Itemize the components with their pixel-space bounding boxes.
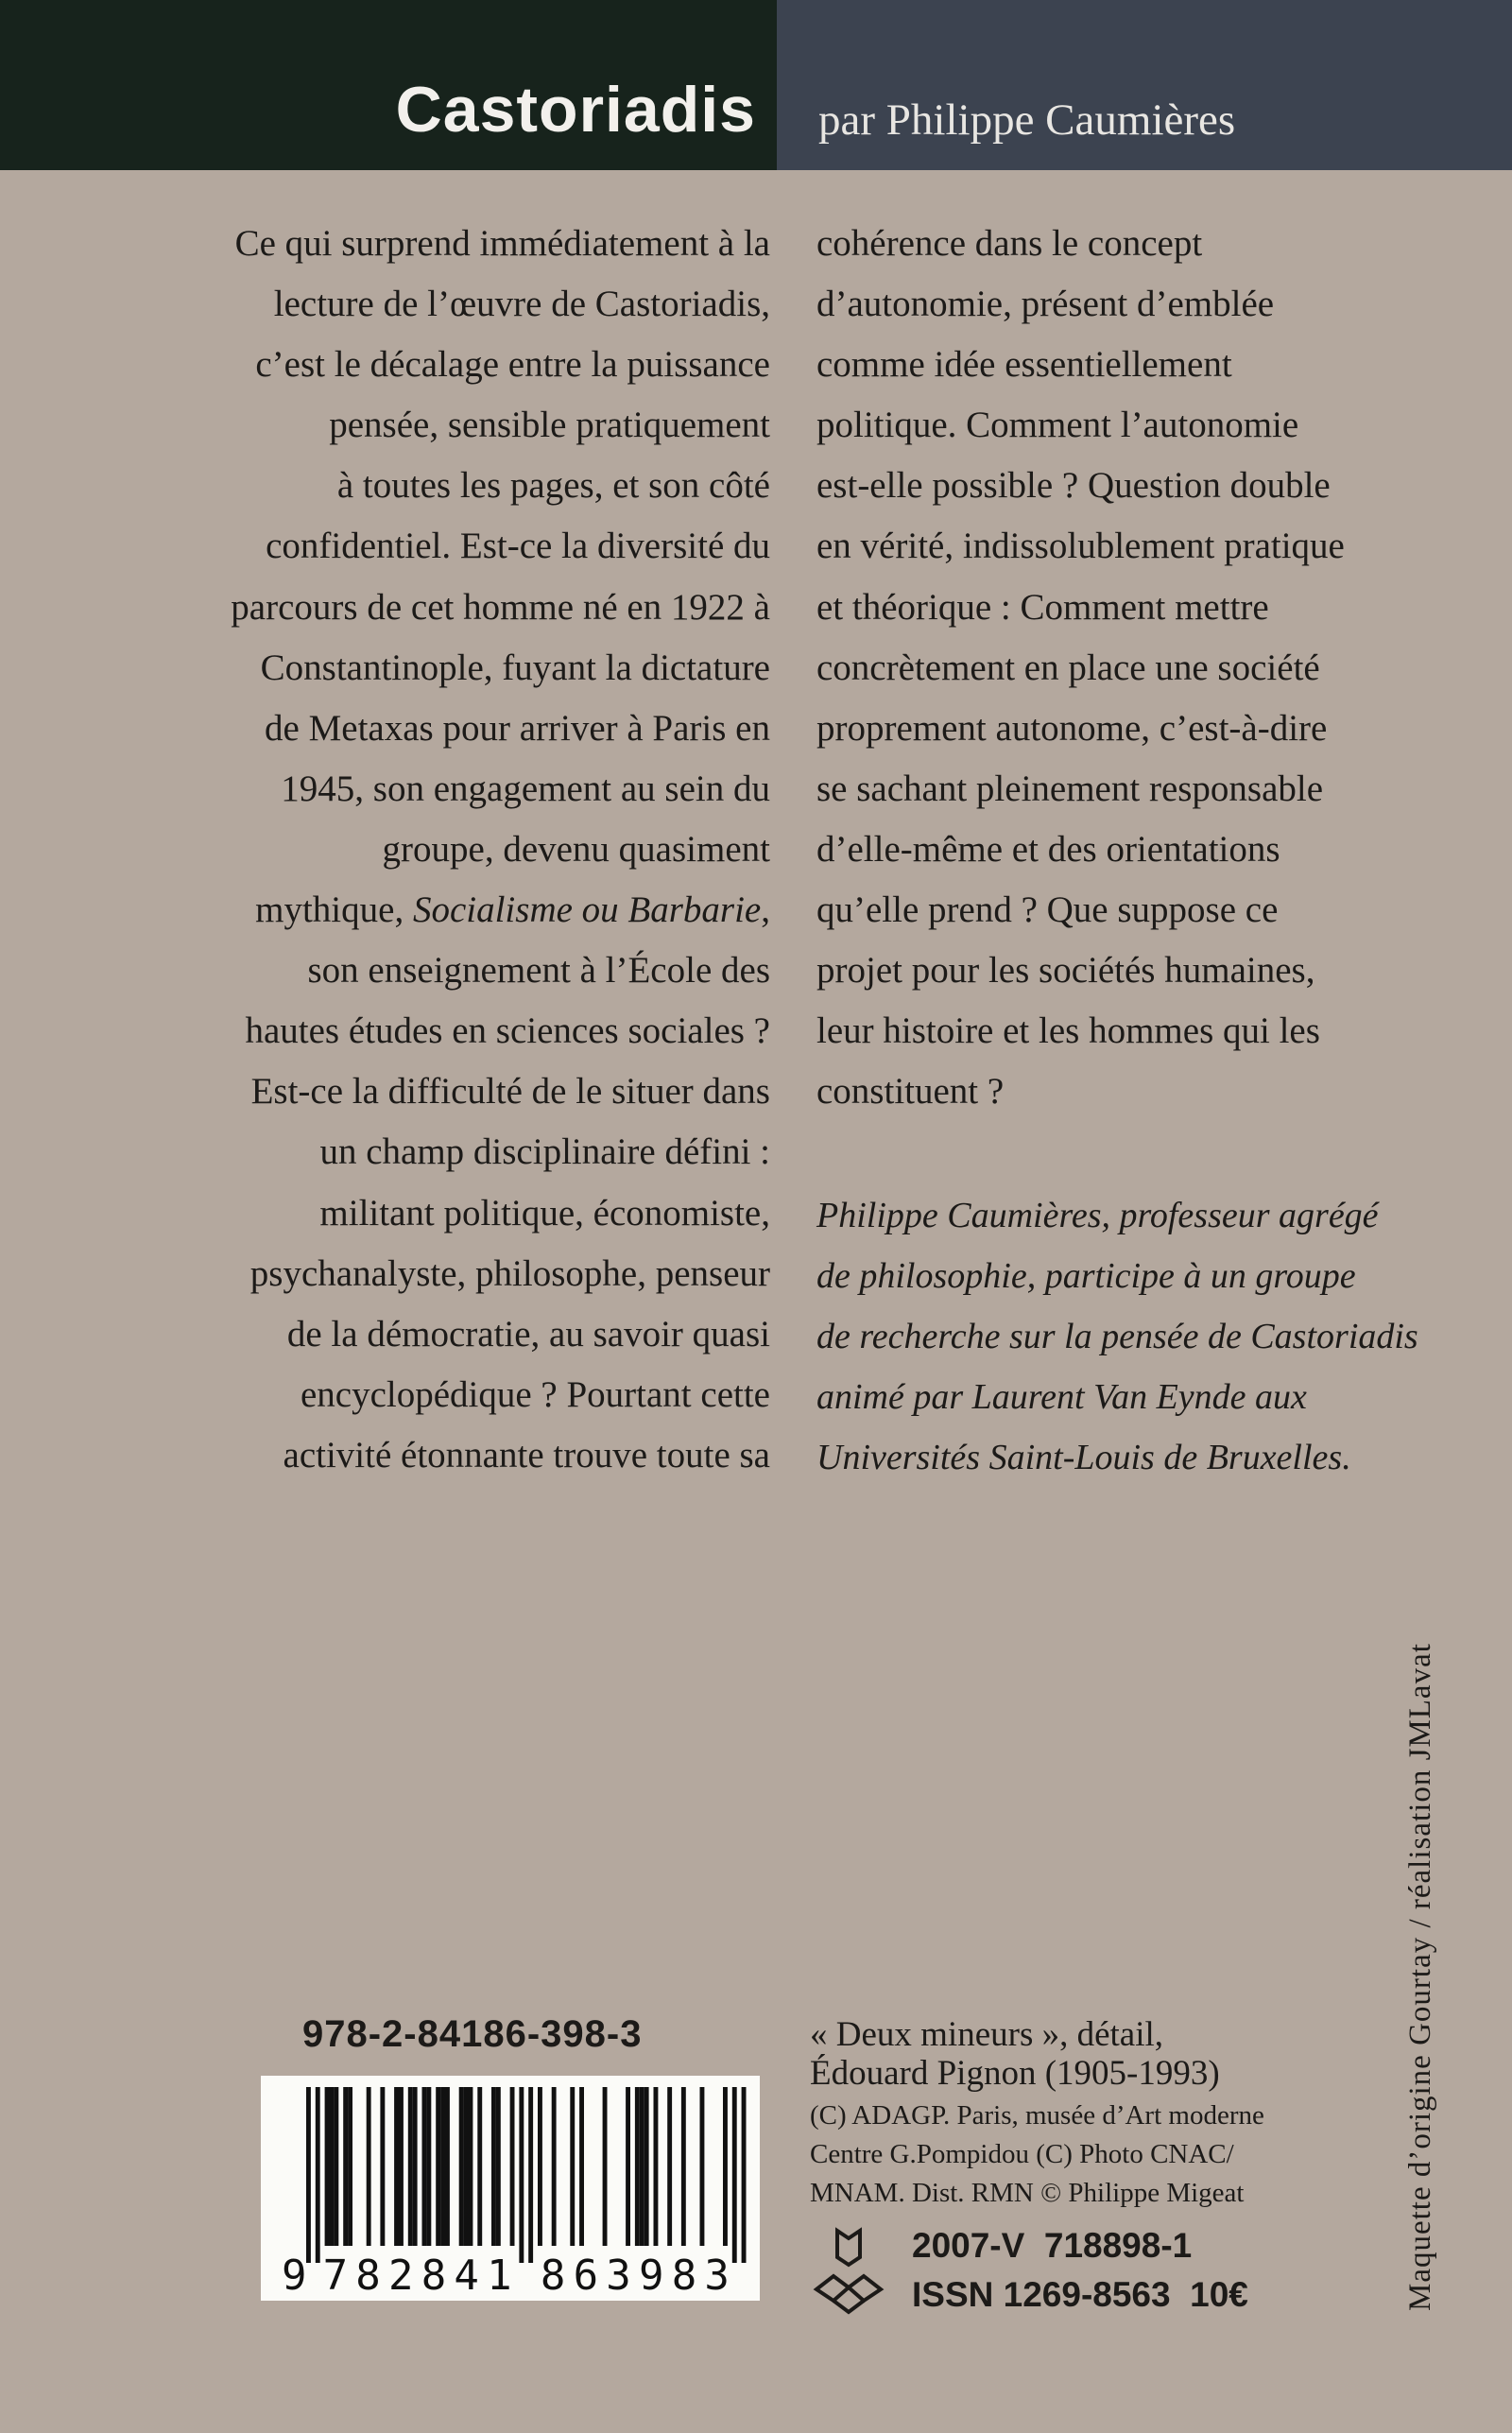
caption-line: « Deux mineurs », détail, xyxy=(810,2015,1164,2054)
barcode-bar xyxy=(469,2087,473,2246)
blurb-right-column xyxy=(816,214,1345,1122)
barcode-bar xyxy=(343,2087,348,2246)
blurb-line: de la démocratie, au savoir quasi xyxy=(286,1313,770,1355)
blurb-line: son enseignement à l’École des xyxy=(307,950,770,992)
barcode-digits: 9 xyxy=(282,2252,307,2300)
blurb-line: encyclopédique ? Pourtant cette xyxy=(300,1373,770,1415)
blurb-line: est-elle possible ? Question double xyxy=(816,465,1331,507)
bio-line: Philippe Caumières, professeur agrégé xyxy=(816,1196,1379,1235)
author-bio xyxy=(816,1185,1418,1488)
blurb-line: Ce qui surprend immédiatement à la xyxy=(234,223,770,264)
barcode-bar xyxy=(491,2087,496,2246)
design-credit-vertical: Maquette d’origine Gourtay / réalisation JMLavat xyxy=(1403,1643,1437,2311)
barcode-bar xyxy=(334,2087,338,2246)
barcode-bar xyxy=(538,2087,542,2246)
barcode-bar xyxy=(306,2087,311,2263)
barcode-bar xyxy=(681,2087,686,2246)
barcode-bar xyxy=(477,2087,482,2246)
blurb-line: militant politique, économiste, xyxy=(319,1192,770,1234)
blurb-line: groupe, devenu quasiment xyxy=(382,828,770,870)
blurb-line: 1945, son engagement au sein du xyxy=(281,768,770,809)
blurb-line: politique. Comment l’autonomie xyxy=(816,405,1299,446)
blurb-line: en vérité, indissolublement pratique xyxy=(816,526,1345,567)
barcode-bar xyxy=(348,2087,352,2246)
barcode-bar xyxy=(654,2087,659,2246)
barcode-bar xyxy=(459,2087,464,2246)
book-author: par Philippe Caumières xyxy=(818,95,1236,145)
blurb-line: projet pour les sociétés humaines, xyxy=(816,950,1315,992)
barcode-bar xyxy=(570,2087,575,2246)
blurb-line: de Metaxas pour arriver à Paris en xyxy=(265,707,770,749)
barcode xyxy=(261,2076,760,2301)
barcode-digits: 782841 xyxy=(322,2252,512,2300)
barcode-bar xyxy=(635,2087,640,2246)
barcode-digits: 863983 xyxy=(540,2252,730,2300)
barcode-bar xyxy=(496,2087,501,2246)
barcode-bar xyxy=(644,2087,649,2246)
barcode-bar xyxy=(399,2087,404,2246)
blurb-line: Est-ce la difficulté de le situer dans xyxy=(250,1071,770,1113)
blurb-line: et théorique : Comment mettre xyxy=(816,586,1269,628)
barcode-bars xyxy=(261,2076,760,2301)
issn-price: ISSN 1269-8563 10€ xyxy=(912,2275,1248,2314)
barcode-bar xyxy=(380,2087,385,2246)
barcode-bar xyxy=(579,2087,584,2246)
bio-line: animé par Laurent Van Eynde aux xyxy=(816,1377,1307,1417)
barcode-bar xyxy=(422,2087,427,2246)
barcode-bar xyxy=(552,2087,557,2246)
barcode-bar xyxy=(367,2087,371,2246)
blurb-line: qu’elle prend ? Que suppose ce xyxy=(816,889,1279,931)
blurb-left-column xyxy=(231,214,770,1486)
book-title: Castoriadis xyxy=(395,74,756,146)
barcode-bar xyxy=(325,2087,330,2246)
barcode-bar xyxy=(700,2087,705,2246)
barcode-bar xyxy=(316,2087,320,2263)
blurb-line: Constantinople, fuyant la dictature xyxy=(260,647,770,688)
barcode-bar xyxy=(603,2087,608,2246)
blurb-line: se sachant pleinement responsable xyxy=(816,768,1324,809)
barcode-bar xyxy=(519,2087,524,2263)
blurb-line: comme idée essentiellement xyxy=(816,344,1232,386)
barcode-bar xyxy=(413,2087,418,2246)
barcode-bar xyxy=(445,2087,450,2246)
barcode-bar xyxy=(510,2087,515,2246)
depot-legal-code: 2007-V 718898-1 xyxy=(912,2226,1193,2265)
caption-line: Édouard Pignon (1905-1993) xyxy=(810,2054,1220,2093)
blurb-line: cohérence dans le concept xyxy=(816,223,1203,264)
blurb-line: confidentiel. Est-ce la diversité du xyxy=(266,526,770,567)
cover-art-caption xyxy=(810,2015,1220,2093)
blurb-line: leur histoire et les hommes qui les xyxy=(816,1010,1320,1052)
credit-line: MNAM. Dist. RMN © Philippe Migeat xyxy=(810,2178,1245,2208)
barcode-bar xyxy=(394,2087,399,2246)
blurb-line: activité étonnante trouve toute sa xyxy=(283,1434,770,1475)
blurb-line: proprement autonome, c’est-à-dire xyxy=(816,707,1328,749)
barcode-bar xyxy=(440,2087,445,2246)
barcode-bar xyxy=(640,2087,644,2246)
barcode-bar xyxy=(426,2087,431,2246)
blurb-line: lecture de l’œuvre de Castoriadis, xyxy=(273,284,770,325)
blurb-line: pensée, sensible pratiquement xyxy=(329,405,770,446)
blurb-line-with-italic: mythique, Socialisme ou Barbarie, xyxy=(255,889,770,931)
blurb-line: d’elle-même et des orientations xyxy=(816,828,1280,870)
journal-title: Socialisme ou Barbarie xyxy=(412,889,762,931)
blurb-line: psychanalyste, philosophe, penseur xyxy=(249,1252,770,1294)
barcode-bar xyxy=(626,2087,630,2246)
blurb-line: à toutes les pages, et son côté xyxy=(336,465,770,507)
barcode-bar xyxy=(408,2087,413,2246)
credit-line: (C) ADAGP. Paris, musée d’Art moderne xyxy=(810,2100,1264,2131)
barcode-bar xyxy=(732,2087,737,2263)
photo-credits xyxy=(810,2097,1264,2213)
credit-line: Centre G.Pompidou (C) Photo CNAC/ xyxy=(810,2139,1234,2169)
blurb-line: d’autonomie, présent d’emblée xyxy=(816,284,1275,325)
blurb-line: constituent ? xyxy=(816,1071,1005,1113)
blurb-line: c’est le décalage entre la puissance xyxy=(255,344,770,386)
barcode-bar xyxy=(723,2087,728,2246)
bio-line: de recherche sur la pensée de Castoriadis xyxy=(816,1317,1418,1356)
publisher-logo-icon xyxy=(811,2223,886,2318)
bio-line: de philosophie, participe à un groupe xyxy=(816,1256,1356,1296)
barcode-bar xyxy=(742,2087,747,2263)
blurb-line: hautes études en sciences sociales ? xyxy=(245,1010,770,1052)
barcode-bar xyxy=(330,2087,335,2246)
blurb-line: parcours de cet homme né en 1922 à xyxy=(231,586,770,628)
barcode-bar xyxy=(436,2087,440,2246)
blurb-line: concrètement en place une société xyxy=(816,647,1320,688)
legal-codes xyxy=(912,2221,1248,2320)
barcode-bar xyxy=(528,2087,533,2263)
barcode-bar xyxy=(464,2087,469,2246)
isbn-number: 978-2-84186-398-3 xyxy=(302,2013,643,2055)
barcode-bar xyxy=(667,2087,672,2246)
header-slate-band xyxy=(777,0,1512,170)
blurb-line: un champ disciplinaire défini : xyxy=(319,1131,770,1173)
bio-line: Universités Saint-Louis de Bruxelles. xyxy=(816,1438,1351,1477)
